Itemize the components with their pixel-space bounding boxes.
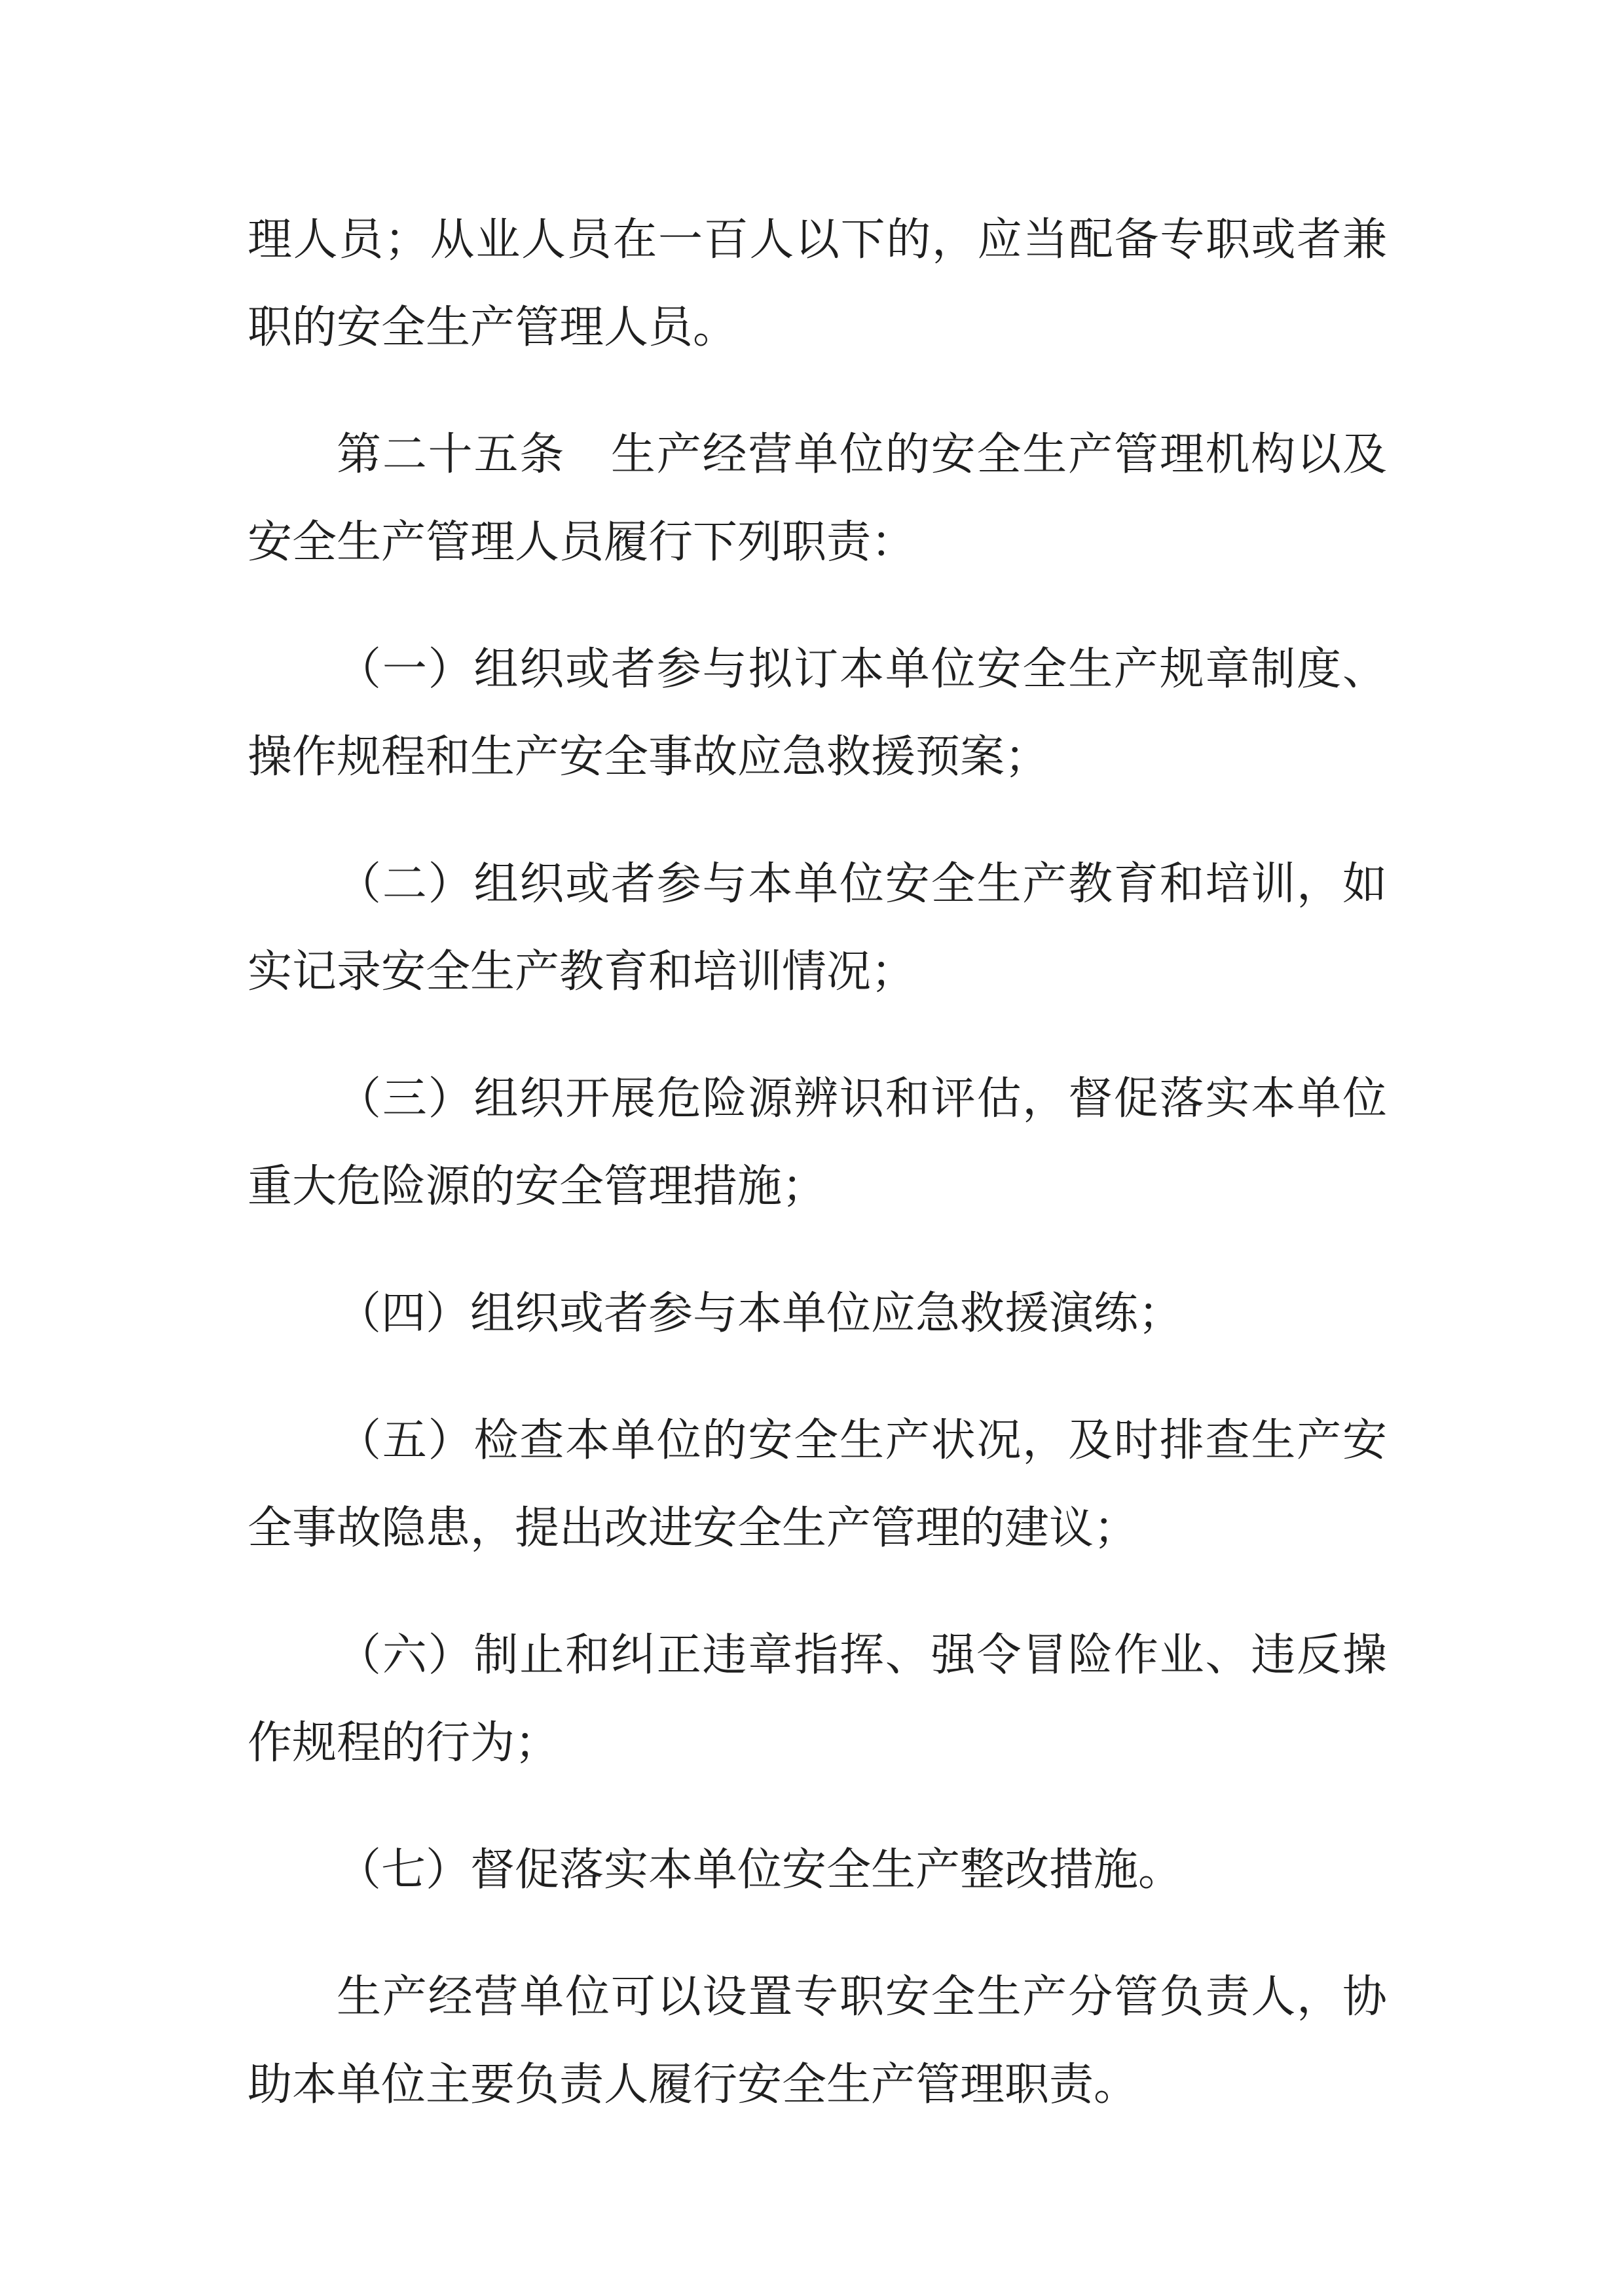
paragraph-article-25: [248, 411, 1387, 587]
paragraph-continuation: 理人员；从业人员在一百人以下的，应当配备专职或者兼职的安全生产管理人员。: [248, 214, 1387, 354]
document-body: [248, 196, 1387, 2168]
article-text: 生产经营单位的安全生产管理机构以及安全生产管理人员履行下列职责：: [248, 429, 1387, 568]
duty-item-4: （四）组织或者参与本单位应急救援演练；: [337, 1288, 1183, 1339]
duty-item-7: （七）督促落实本单位安全生产整改措施。: [337, 1844, 1183, 1896]
duty-item-5: （五）检查本单位的安全生产状况，及时排查生产安全事故隐患，提出改进安全生产管理的建议；: [248, 1415, 1387, 1554]
duty-item-2: （二）组织或者参与本单位安全生产教育和培训，如实记录安全生产教育和培训情况；: [248, 858, 1387, 998]
article-number: 第二十五条: [337, 429, 566, 481]
duty-item-3: （三）组织开展危险源辨识和评估，督促落实本单位重大危险源的安全管理措施；: [248, 1073, 1387, 1212]
paragraph-final: 生产经营单位可以设置专职安全生产分管负责人，协助本单位主要负责人履行安全生产管理职责。: [248, 1971, 1387, 2111]
duty-item-6: （六）制止和纠正违章指挥、强令冒险作业、违反操作规程的行为；: [248, 1630, 1387, 1769]
duty-item-1: （一）组织或者参与拟订本单位安全生产规章制度、操作规程和生产安全事故应急救援预案；: [248, 644, 1387, 783]
